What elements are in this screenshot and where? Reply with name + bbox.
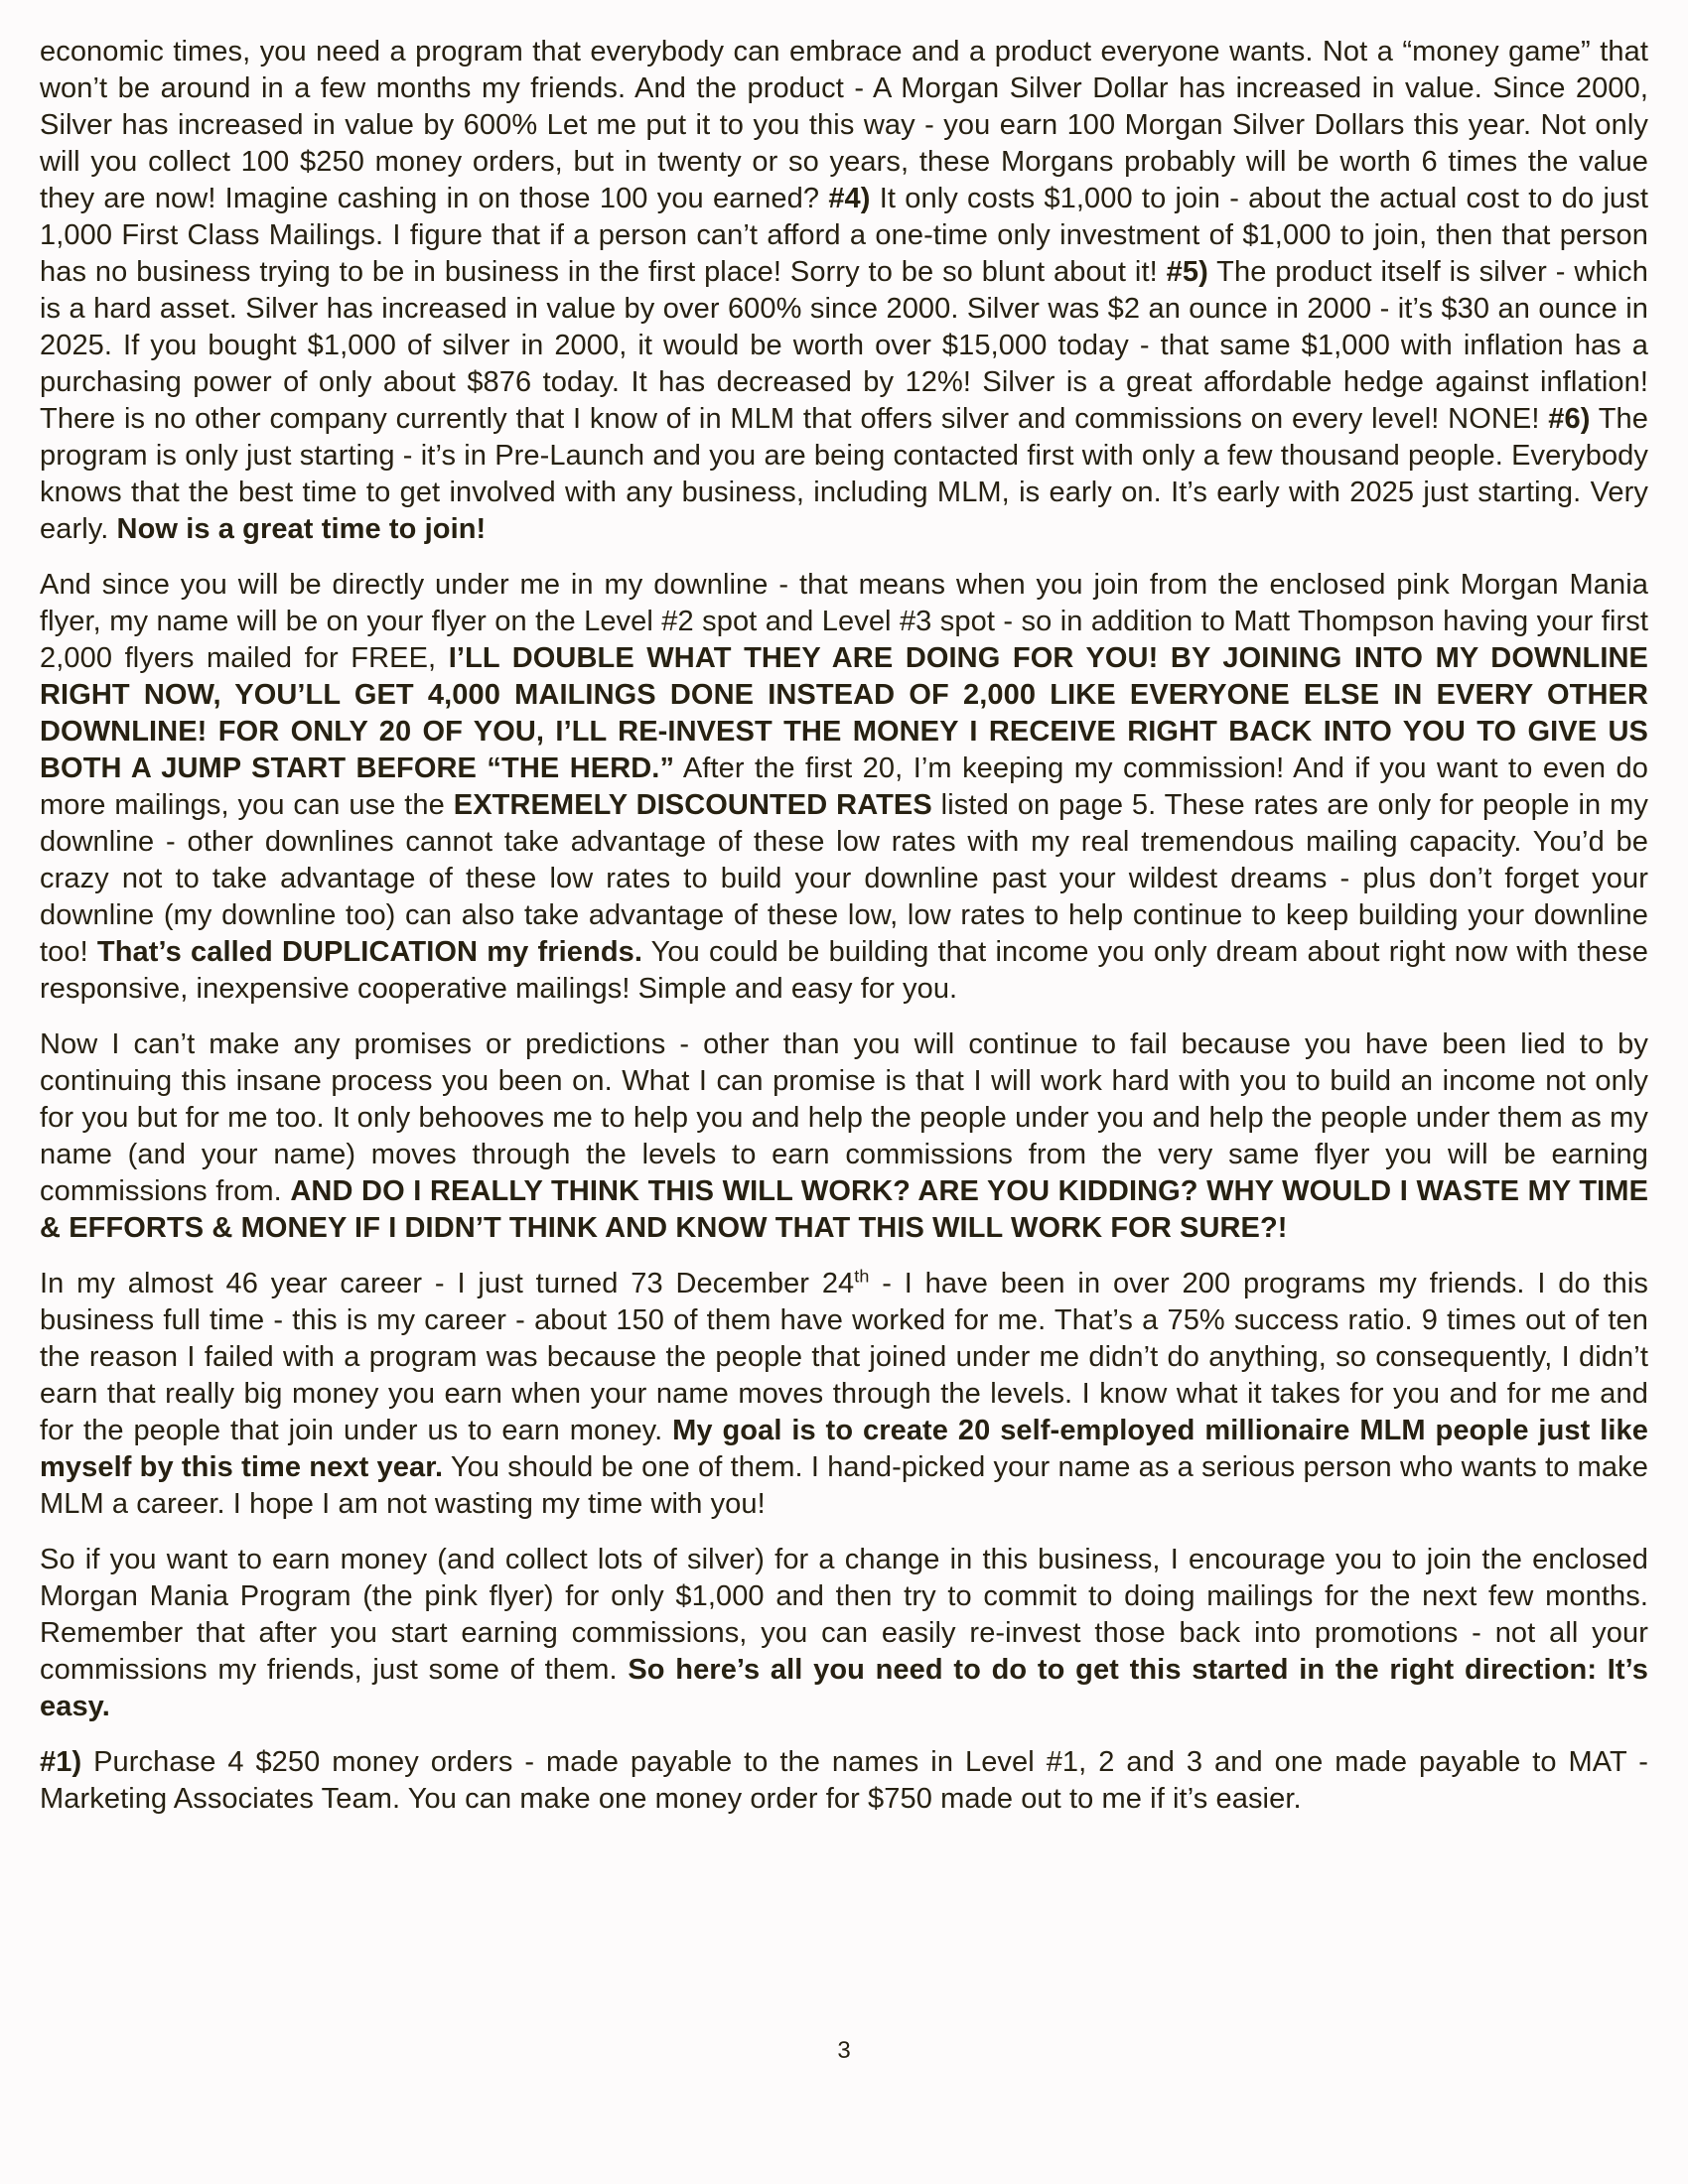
paragraph-run-bold: #1) (40, 1746, 82, 1778)
paragraph (40, 1266, 1648, 1523)
page-number: 3 (837, 2037, 851, 2064)
paragraph-run-bold: #6) (1548, 403, 1591, 435)
paragraph (40, 1026, 1648, 1247)
paragraph-run: - I have been in over 200 programs my friends. I do this business full time - this is my career - about 150 of them have worked for me. That’s a 75% success ratio. 9 times out of ten the reason I failed with a program was because the people that joined under me didn’t do anything, so consequently, I didn’t earn that really big money you earn when your name moves through the levels. I know what it takes for you and for me and for the people that join under us to earn money. (40, 1268, 1648, 1446)
paragraph-run: It only costs $1,000 to join - about the actual cost to do just 1,000 First Class Mailings. I figure that if a person can’t afford a one-time only investment of $1,000 to join, then that person has no business trying to be in business in the first place! Sorry to be so blunt about it! (40, 183, 1648, 288)
paragraph-run-bold: EXTREMELY DISCOUNTED RATES (453, 789, 932, 821)
paragraph-run-bold: AND DO I REALLY THINK THIS WILL WORK? ARE YOU KIDDING? WHY WOULD I WASTE MY TIME & EFFORTS & MONEY IF I DIDN’T THINK AND KNOW THAT THIS WILL WORK FOR SURE?! (40, 1175, 1649, 1244)
paragraph (40, 567, 1648, 1008)
paragraph-run: You could be building that income you only dream about right now with these responsive, inexpensive cooperative mailings! Simple and easy for you. (40, 936, 1648, 1005)
paragraph-run-bold: So here’s all you need to do to get this started in the right direction: It’s easy. (40, 1654, 1648, 1722)
paragraph (40, 34, 1648, 548)
paragraph-run-bold: My goal is to create 20 self-employed millionaire MLM people just like myself by this time next year. (40, 1415, 1648, 1483)
paragraph-run: So if you want to earn money (and collect lots of silver) for a change in this business, I encourage you to join the enclosed Morgan Mania Program (the pink flyer) for only $1,000 and then try to commit to doing mailings for the next few months. Remember that after you start earning commissions, you can easily re-invest those back into promotions - not all your commissions my friends, just some of them. (40, 1544, 1648, 1686)
paragraph-run-bold: #4) (828, 183, 871, 214)
paragraph-run-bold: That’s called DUPLICATION my friends. (96, 936, 643, 968)
paragraph-run: In my almost 46 year career - I just turned 73 December 24 (40, 1268, 855, 1299)
paragraph-run: economic times, you need a program that everybody can embrace and a product everyone wants. Not a “money game” that won’t be around in a few months my friends. And the product - A Morgan Silver Dollar has increased in value. Since 2000, Silver has increased in value by 600% Let me put it to you this way - you earn 100 Morgan Silver Dollars this year. Not only will you collect 100 $250 money orders, but in twenty or so years, these Morgans probably will be worth 6 times the value they are now! Imagine cashing in on those 100 you earned? (40, 36, 1648, 214)
paragraph-run-bold: #5) (1166, 256, 1208, 288)
paragraph-run: The product itself is silver - which is a hard asset. Silver has increased in value by over 600% since 2000. Silver was $2 an ounce in 2000 - it’s $30 an ounce in 2025. If you bought $1,000 of silver in 2000, it would be worth over $15,000 today - that same $1,000 with inflation has a purchasing power of only about $876 today. It has decreased by 12%! Silver is a great affordable hedge against inflation! There is no other company currently that I know of in MLM that offers silver and commissions on every level! NONE! (40, 256, 1648, 435)
paragraph-run: The program is only just starting - it’s in Pre-Launch and you are being contacted first with only a few thousand people. Everybody knows that the best time to get involved with any business, including MLM, is early on. It’s early with 2025 just starting. Very early. (40, 403, 1649, 545)
paragraph-run: You should be one of them. I hand-picked your name as a serious person who wants to make MLM a career. I hope I am not wasting my time with you! (40, 1451, 1648, 1520)
paragraph-run-bold: I’LL DOUBLE WHAT THEY ARE DOING FOR YOU! BY JOINING INTO MY DOWNLINE RIGHT NOW, YOU’LL GET 4,000 MAILINGS DONE INSTEAD OF 2,000 LIKE EVERYONE ELSE IN EVERY OTHER DOWNLINE! FOR ONLY 20 OF YOU, I’LL RE-INVEST THE MONEY I RECEIVE RIGHT BACK INTO YOU TO GIVE US BOTH A JUMP START BEFORE “THE HERD.” (40, 642, 1648, 784)
paragraph (40, 1744, 1648, 1818)
paragraph-run: th (854, 1266, 870, 1287)
document-body (40, 34, 1648, 1818)
paragraph-run: And since you will be directly under me in my downline - that means when you join from the enclosed pink Morgan Mania flyer, my name will be on your flyer on the Level #2 spot and Level #3 spot - so in addition to Matt Thompson having your first 2,000 flyers mailed for FREE, (40, 569, 1648, 674)
paragraph-run: After the first 20, I’m keeping my commission! And if you want to even do more mailings, you can use the (40, 752, 1648, 821)
paragraph-run: listed on page 5. These rates are only for people in my downline - other downlines cannot take advantage of these low rates with my real tremendous mailing capacity. You’d be crazy not to take advantage of these low rates to build your downline past your wildest dreams - plus don’t forget your downline (my downline too) can also take advantage of these low, low rates to help continue to keep building your downline too! (40, 789, 1648, 968)
paragraph-run: Now I can’t make any promises or predictions - other than you will continue to fail because you have been lied to by continuing this insane process you been on. What I can promise is that I will work hard with you to build an income not only for you but for me too. It only behooves me to help you and help the people under you and help the people under them as my name (and your name) moves through the levels to earn commissions from the very same flyer you will be earning commissions from. (40, 1028, 1648, 1207)
paragraph-run: Purchase 4 $250 money orders - made payable to the names in Level #1, 2 and 3 and one made payable to MAT - Marketing Associates Team. You can make one money order for $750 made out to me if it’s easier. (40, 1746, 1648, 1815)
paragraph-run-bold: Now is a great time to join! (116, 513, 487, 545)
paragraph (40, 1542, 1648, 1725)
